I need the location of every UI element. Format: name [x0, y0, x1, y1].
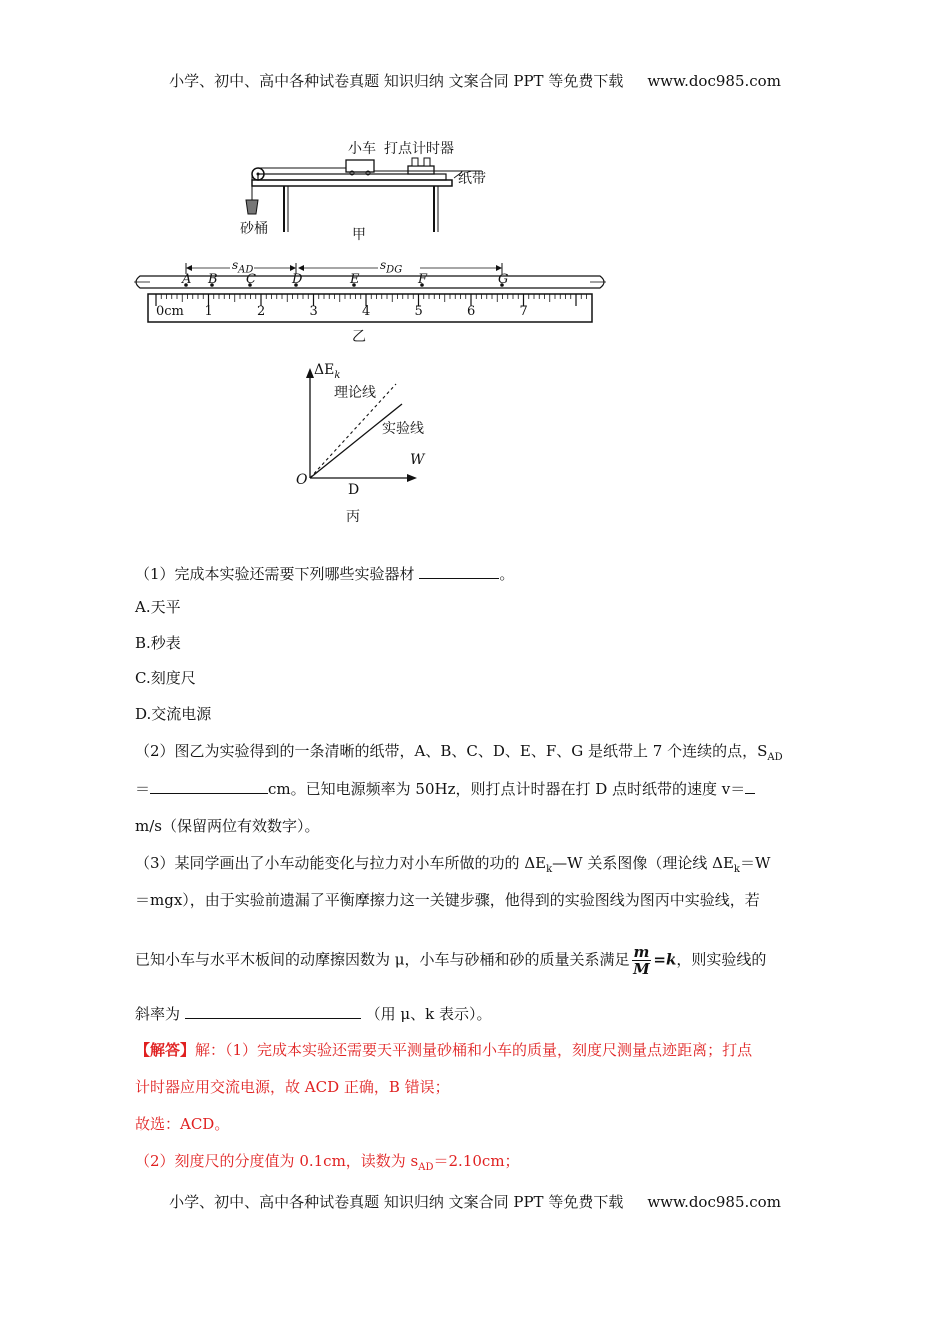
ruler-number: 0cm	[156, 304, 184, 319]
option-c: C.刻度尺	[135, 669, 196, 687]
label-timer: 打点计时器	[384, 141, 454, 157]
option-a: A.天平	[135, 598, 181, 616]
cart	[346, 160, 374, 172]
question-2-line-1: （2）图乙为实验得到的一条清晰的纸带，A、B、C、D、E、F、G 是纸带上 7 个连续的点，$S_{AD}$	[135, 742, 783, 763]
point-label: D	[292, 272, 303, 287]
option-label: D	[348, 482, 360, 498]
point-label: B	[208, 272, 218, 287]
question-2-line-3: m/s（保留两位有效数字）。	[135, 817, 320, 835]
caption-jia: 甲	[352, 227, 366, 243]
caption-yi: 乙	[352, 329, 366, 345]
mass-ratio-fraction: $\frac{m}{M}$	[633, 943, 650, 978]
answer-line-3: 故选：ACD。	[135, 1115, 230, 1133]
point-label: A	[182, 272, 192, 287]
slope-blank[interactable]	[185, 1002, 361, 1019]
point-label: F	[418, 272, 428, 287]
figure-tape-ruler	[130, 252, 610, 344]
label-cart: 小车	[348, 141, 376, 157]
answer-tag: 【解答】	[135, 1041, 196, 1059]
answer-line-2: 计时器应用交流电源，故 ACD 正确，B 错误；	[135, 1078, 450, 1096]
point-label: E	[350, 272, 360, 287]
footer-site: www.doc985.com	[647, 1193, 781, 1211]
figure-graph	[280, 360, 440, 528]
question-2-line-2: ＝ cm。已知电源频率为 50Hz，则打点计时器在打 D 点时纸带的速度 v＝	[135, 777, 842, 800]
option-b: B.秒表	[135, 634, 181, 652]
ruler-number: 5	[414, 304, 423, 319]
ruler-number: 3	[309, 304, 318, 319]
tape-strip	[136, 276, 604, 288]
label-s-ad: $s_{AD}$	[232, 258, 254, 276]
footer-text: 小学、初中、高中各种试卷真题 知识归纳 文案合同 PPT 等免费下载	[169, 1193, 624, 1211]
point-label: G	[498, 272, 509, 287]
label-s-dg: $s_{DG}$	[380, 258, 403, 276]
page-header	[0, 70, 950, 91]
header-site: www.doc985.com	[647, 72, 781, 90]
question-1: （1）完成本实验还需要下列哪些实验器材 。	[135, 562, 842, 585]
question-3-line-3: 已知小车与水平木板间的动摩擦因数为 μ，小车与砂桶和砂的质量关系满足 $\frac{m}{M}$ =k，则实验线的	[135, 943, 767, 978]
origin-label: O	[296, 472, 308, 488]
question-3-line-1: （3）某同学画出了小车动能变化与拉力对小车所做的功的 $\Delta E_k—W$ 关系图像（理论线 $\Delta E_k=W$	[135, 854, 771, 875]
sand-bucket	[246, 200, 258, 214]
option-d: D.交流电源	[135, 705, 212, 723]
answer-line-4: （2）刻度尺的分度值为 0.1cm，读数为 $s_{AD}=2.10cm$；	[135, 1152, 520, 1173]
point-label: C	[246, 272, 256, 287]
question-3-line-4: 斜率为 （用 μ、k 表示）。	[135, 1002, 842, 1025]
label-tape: 纸带	[458, 171, 486, 187]
x-axis-label: W	[410, 452, 425, 468]
label-bucket: 砂桶	[240, 221, 268, 237]
q1-blank[interactable]	[419, 562, 499, 579]
theory-line-label: 理论线	[334, 385, 376, 401]
ruler-number: 4	[362, 304, 371, 319]
header-text: 小学、初中、高中各种试卷真题 知识归纳 文案合同 PPT 等免费下载	[169, 72, 624, 90]
s-ad-blank[interactable]	[150, 777, 268, 794]
answer-line-1: 【解答】解：（1）完成本实验还需要天平测量砂桶和小车的质量，刻度尺测量点迹距离；打点	[135, 1041, 753, 1059]
timer	[408, 166, 434, 174]
figure-apparatus	[130, 134, 610, 246]
experiment-line-label: 实验线	[382, 421, 424, 437]
velocity-blank[interactable]	[745, 777, 755, 794]
caption-bing: 丙	[346, 509, 360, 525]
ruler-number: 7	[519, 304, 528, 319]
ruler-number: 2	[257, 304, 266, 319]
page-footer	[0, 1191, 950, 1212]
ruler-number: 6	[467, 304, 476, 319]
y-axis-label: $\Delta E_k$	[314, 362, 341, 381]
question-3-line-2: ＝mgx），由于实验前遗漏了平衡摩擦力这一关键步骤，他得到的实验图线为图丙中实验线，若	[135, 891, 760, 909]
experiment-line	[310, 404, 402, 478]
ruler-number: 1	[204, 304, 213, 319]
table-top	[252, 180, 452, 186]
